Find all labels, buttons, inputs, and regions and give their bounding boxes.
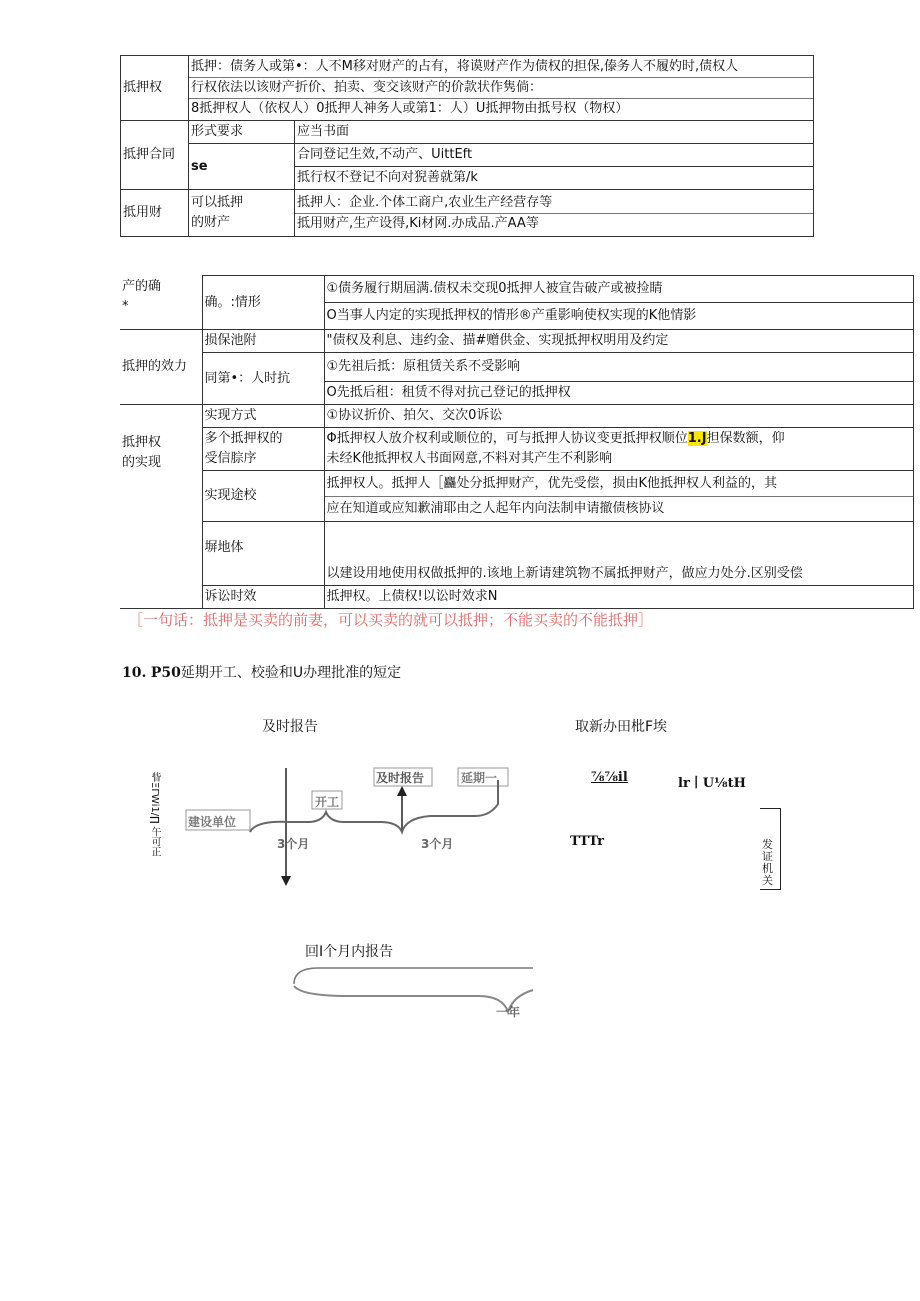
cell-text: 同第•：人时抗 (204, 370, 291, 386)
cell-text: Φ抵押权人放介权利或顺位的，可与抵押人协议变更抵押权顺位 (326, 431, 688, 446)
cell-text: * (122, 298, 129, 314)
table-cell (324, 330, 914, 353)
cell-text: 产的确 (122, 278, 162, 294)
cell-text: 以建设用地使用权做抵押的.该地上新请建筑物不属抵押财产，做应力处分.区别受偿 (326, 566, 803, 581)
section-code: P50 (150, 665, 181, 681)
cell-text: 应当书面 (297, 124, 350, 139)
table-cell (324, 471, 914, 522)
highlight-text: 1.J (687, 431, 707, 446)
cell-text: ①债务履行期屆满.债权未交现0抵押人被宣告破产或被捡睛 (326, 281, 663, 296)
right-label: TTTr (570, 834, 604, 849)
table-row (120, 405, 914, 428)
table-cell (202, 471, 324, 522)
cell-text: 抵用财产,生产设得,Ki材网.办成品.产AA等 (297, 215, 539, 231)
row-label (121, 56, 189, 121)
section-title: 延期开工、校验和U办理批准的短定 (180, 665, 402, 681)
table-cell (189, 144, 295, 190)
cell-text: 受信腙序 (204, 451, 257, 466)
cell-text: se (191, 158, 208, 174)
right-label: lr丨U⅛tH (678, 776, 746, 791)
summary-note: ［一句话：抵押是买卖的前妻，可以买卖的就可以抵押；不能买卖的不能抵押］ (128, 611, 654, 629)
cell-text: 多个抵押权的 (204, 431, 283, 446)
table-cell (295, 144, 814, 167)
issuing-authority-label: 发证机关 (762, 838, 773, 887)
cell-text: 抵押权 (123, 80, 163, 95)
table-row (121, 144, 814, 167)
cell-text: 的财产 (191, 215, 231, 230)
cell-text: 诉讼时效 (204, 589, 257, 604)
cell-text: O当事人内定的实现抵押权的情形®产重影响使权实现的K他情影 (326, 308, 697, 323)
delay-label: 延期一 (461, 771, 498, 785)
table-cell (189, 56, 814, 121)
section-number: 10. (122, 665, 147, 681)
vertical-label (146, 772, 160, 857)
right-label: ⅞⅞il (591, 770, 628, 785)
table-cell (202, 428, 324, 471)
table-cell (202, 522, 324, 586)
cell-text: 抵用财 (123, 205, 163, 220)
cell-text: 抵押的效力 (122, 359, 188, 374)
report-label: 及时报告 (376, 771, 425, 785)
table-row (120, 471, 914, 522)
cell-text: 抵押合同 (123, 147, 176, 162)
row-label (120, 330, 202, 405)
table-row (121, 56, 814, 121)
table-cell (202, 405, 324, 428)
right-diagram-title: 取新办田枇F埃 (575, 719, 668, 735)
start-label: 开工 (315, 795, 340, 809)
cell-text: 行权依法以该财产折价、拍卖、变交该财产的价款状作隽倘： (189, 78, 813, 99)
year-line (294, 968, 533, 984)
table-cell (324, 586, 914, 609)
builder-label: 建设单位 (188, 815, 237, 829)
table-row (121, 121, 814, 144)
table-cell (202, 586, 324, 609)
table-cell (295, 190, 814, 237)
cell-text: 应在知道或应知歉浦耶由之人起年内向法制申请撤债核协议 (326, 500, 665, 516)
timeline-brace (250, 780, 498, 832)
cell-text: 抵押权人。抵押人［麤处分抵押财产，优先受偿，损由K他抵押权人利益的，其 (325, 472, 914, 497)
cell-text: ①先祖后抵：原租赁关系不受影响 (326, 359, 521, 374)
cell-text: 担保数额，仰 (706, 431, 785, 446)
cell-text: 抵押权 (122, 435, 162, 450)
table-row (120, 586, 914, 609)
cell-text: 未经K他抵押权人书面网意,不料对其产生不利影响 (326, 451, 613, 466)
table-row (120, 428, 914, 471)
cell-text: 形式要求 (191, 124, 244, 139)
table-row (120, 276, 914, 303)
cell-text: 确。:情形 (204, 294, 261, 310)
mortgage-table-2 (120, 275, 914, 609)
cell-text: 抵行权不登记不向对猊善就第/k (297, 170, 478, 185)
issuing-authority-bracket (760, 808, 781, 890)
vertical-label-text: ∏ 午可正 (149, 816, 160, 857)
table-cell (202, 353, 324, 405)
cell-text: 抵押人：企业.个体工商户,农业生产经营存等 (295, 193, 813, 214)
bottom-diagram-title: 回I个月内报告 (305, 944, 394, 960)
cell-text: 实现方式 (204, 408, 257, 423)
months-label: 3个月 (421, 837, 454, 851)
table-row (120, 330, 914, 353)
cell-text: 合同登记生效,不动产、UittEft (297, 147, 473, 162)
cell-text: 8抵押权人（依权人）0抵押人神务人或第1：人）U抵押物由抵号权（物权） (191, 101, 629, 116)
table-cell (295, 121, 814, 144)
section-heading (122, 662, 401, 682)
cell-text: 塀地体 (204, 540, 244, 555)
row-label (120, 405, 202, 609)
row-label (120, 276, 202, 330)
table-cell (324, 276, 914, 303)
cell-text: 可以抵押 (191, 195, 244, 210)
vertical-label-text: ΓWi1/ (149, 788, 160, 817)
cell-text: 实现途校 (204, 488, 257, 503)
down-arrow-icon (281, 876, 291, 886)
table-cell (202, 330, 324, 353)
cell-text: 抵押：债务人或第•：人不M移对财产的占有，将谟财产作为债权的担保,傣务人不履妁时,债权人 (189, 57, 813, 78)
table-cell (189, 121, 295, 144)
row-label (121, 190, 189, 237)
year-label: 一年 (496, 1005, 521, 1019)
table-cell (324, 353, 914, 382)
months-label: 3个月 (277, 837, 310, 851)
cell-text: O先抵后租：租赁不得对抗己登记的抵押权 (326, 385, 571, 400)
table-cell (202, 276, 324, 330)
left-diagram-title: 及时报告 (262, 719, 318, 735)
table-row (120, 353, 914, 382)
row-label (121, 121, 189, 190)
table-cell (189, 190, 295, 237)
vertical-label-text: 眥Ξ (149, 772, 160, 789)
cell-text: 损保池附 (204, 333, 257, 348)
cell-text: "债权及利息、违约金、描#赠供金、实现抵押权明用及约定 (326, 333, 669, 348)
table-cell (324, 522, 914, 586)
table-cell (324, 303, 914, 330)
table-row (120, 522, 914, 586)
cell-text: 抵押权。上债权!以讼时效求N (326, 589, 498, 604)
table-row (121, 190, 814, 237)
up-arrow-icon (397, 786, 407, 796)
cell-text: ①协议折价、拍欠、交次0诉讼 (326, 408, 503, 423)
mortgage-table-1 (120, 55, 814, 237)
cell-text: 的实现 (122, 455, 162, 470)
table-cell (324, 405, 914, 428)
table-cell (324, 382, 914, 405)
table-cell (324, 428, 914, 471)
table-cell (295, 167, 814, 190)
